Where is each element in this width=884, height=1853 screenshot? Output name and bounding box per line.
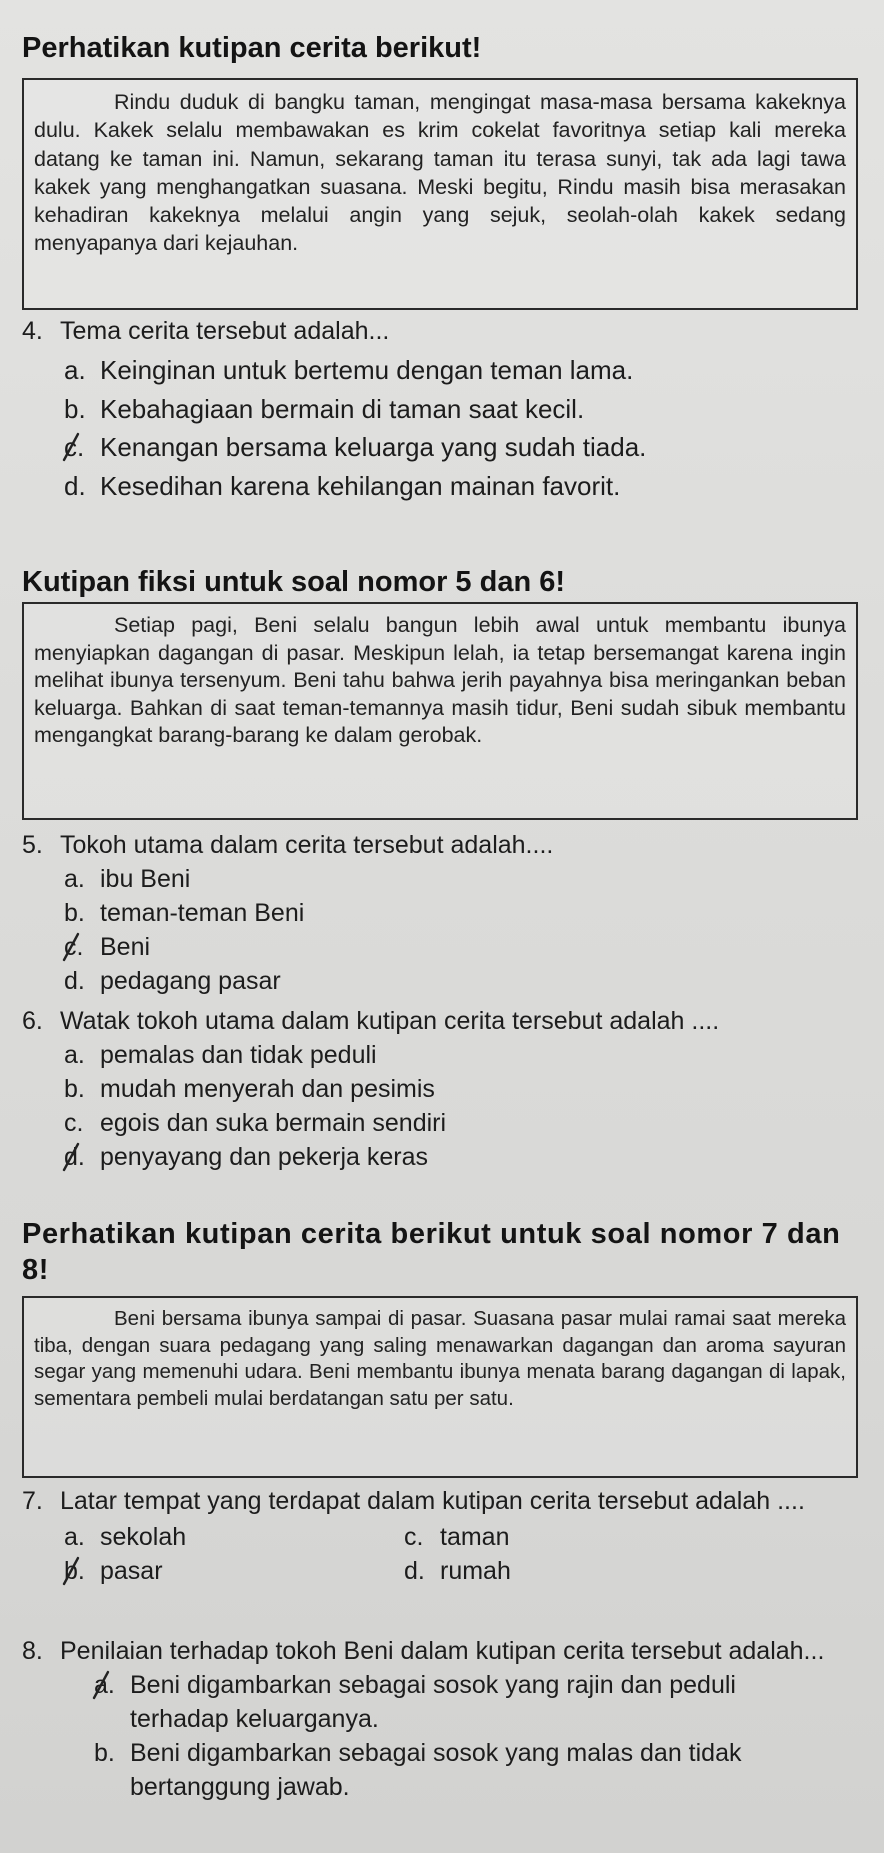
option-text: rumah [440,1557,511,1585]
option-d[interactable] [64,964,862,998]
question-text: Tokoh utama dalam cerita tersebut adalah.... [60,831,554,859]
option-letter: c. [64,930,94,964]
option-letter: d. [64,967,85,995]
question-text: Tema cerita tersebut adalah... [60,317,390,345]
passage-box-3 [22,1296,858,1478]
option-text: Kesedihan karena kehilangan mainan favorit. [100,470,621,501]
answer-options [94,1668,794,1804]
option-letter: c. [404,1523,424,1551]
option-text: ibu Beni [100,865,191,893]
option-text: Keinginan untuk bertemu dengan teman lama. [100,355,634,385]
option-text: Beni [100,933,151,961]
option-letter: a. [64,865,85,893]
option-a[interactable] [64,353,734,388]
option-letter: a. [64,1041,85,1069]
answer-options [64,862,862,998]
option-letter: b. [94,1739,115,1767]
option-letter: a. [64,1523,85,1551]
option-letter: b. [64,1075,85,1103]
passage-text-2: Setiap pagi, Beni selalu bangun lebih awal untuk membantu ibunya menyiapkan dagangan di pasar. Meskipun lelah, ia tetap bersemangat karena ingin melihat ibunya tersenyum. Beni tahu bahwa jerih payahnya bisa meringankan beban keluarga. Bahkan di saat teman-temannya masih tidur, Beni sudah sibuk membantu mengangkat barang-barang ke dalam gerobak. [34,613,846,747]
option-b[interactable] [94,1736,794,1804]
option-text: mudah menyerah dan pesimis [100,1075,435,1103]
option-c[interactable] [64,930,862,964]
question-number: 4. [22,317,43,345]
option-b[interactable] [64,392,734,427]
option-text: pedagang pasar [100,967,281,995]
option-a[interactable] [64,862,862,896]
option-letter: a. [64,355,86,385]
question-number: 8. [22,1637,43,1665]
passage-text-3: Beni bersama ibunya sampai di pasar. Suasana pasar mulai ramai saat mereka tiba, dengan suara pedagang yang saling menawarkan dagangan dan aroma sayuran segar yang memenuhi udara. Beni membantu ibunya menata barang dagangan di lapak, sementara pembeli mulai berdatangan satu per satu. [34,1307,846,1410]
answer-options [64,1038,862,1174]
option-d[interactable] [64,1140,862,1174]
option-text: Beni digambarkan sebagai sosok yang rajin dan peduli terhadap keluarganya. [130,1671,736,1733]
passage-box-1 [22,78,858,310]
option-text: Kenangan bersama keluarga yang sudah tiada. [100,432,647,462]
section-heading-1: Perhatikan kutipan cerita berikut! [22,32,482,64]
question-8 [22,1634,862,1804]
option-text: Beni digambarkan sebagai sosok yang malas dan tidak bertanggung jawab. [130,1739,742,1801]
section-heading-2: Kutipan fiksi untuk soal nomor 5 dan 6! [22,566,565,598]
option-c[interactable] [64,430,734,465]
option-b[interactable] [64,1554,404,1588]
option-a[interactable] [64,1520,404,1554]
option-c[interactable] [404,1520,744,1554]
question-text: Penilaian terhadap tokoh Beni dalam kutipan cerita tersebut adalah... [60,1637,825,1665]
option-letter: b. [64,899,85,927]
answer-options [64,353,734,503]
answer-options [64,1520,862,1588]
option-b[interactable] [64,1072,862,1106]
section-heading-3: Perhatikan kutipan cerita berikut untuk soal nomor 7 dan 8! [22,1218,841,1286]
option-letter: c. [64,1109,84,1137]
option-c[interactable] [64,1106,862,1140]
option-text: sekolah [100,1523,187,1551]
question-number: 5. [22,831,43,859]
option-text: pemalas dan tidak peduli [100,1041,377,1069]
option-a[interactable] [94,1668,794,1736]
question-number: 6. [22,1007,43,1035]
passage-box-2 [22,602,858,820]
option-a[interactable] [64,1038,862,1072]
option-letter: d. [64,1140,94,1174]
option-text: pasar [100,1557,163,1585]
option-letter: b. [64,393,86,424]
option-letter: c. [64,430,94,465]
question-text: Watak tokoh utama dalam kutipan cerita tersebut adalah .... [60,1007,720,1035]
option-b[interactable] [64,896,862,930]
question-text: Latar tempat yang terdapat dalam kutipan cerita tersebut adalah .... [60,1487,805,1515]
option-letter: a. [94,1668,124,1736]
option-text: taman [440,1523,510,1551]
question-7 [22,1484,862,1588]
option-text: egois dan suka bermain sendiri [100,1109,447,1137]
question-4 [22,314,862,503]
passage-text-1: Rindu duduk di bangku taman, mengingat masa-masa bersama kakeknya dulu. Kakek selalu membawakan es krim cokelat favoritnya setiap kali mereka datang ke taman ini. Namun, sekarang taman itu terasa sunyi, tak ada lagi tawa kakek yang menghangatkan suasana. Meski begitu, Rindu masih bisa merasakan kehadiran kakeknya melalui angin yang sejuk, seolah-olah kakek sedang menyapanya dari kejauhan. [34,90,846,256]
option-letter: d. [404,1557,425,1585]
question-number: 7. [22,1487,43,1515]
option-letter: b. [64,1554,94,1588]
question-6 [22,1004,862,1174]
option-d[interactable] [64,469,734,504]
option-text: penyayang dan pekerja keras [100,1143,429,1171]
option-d[interactable] [404,1554,744,1588]
option-letter: d. [64,470,86,501]
question-5 [22,828,862,998]
option-text: Kebahagiaan bermain di taman saat kecil. [100,393,585,424]
option-text: teman-teman Beni [100,899,305,927]
